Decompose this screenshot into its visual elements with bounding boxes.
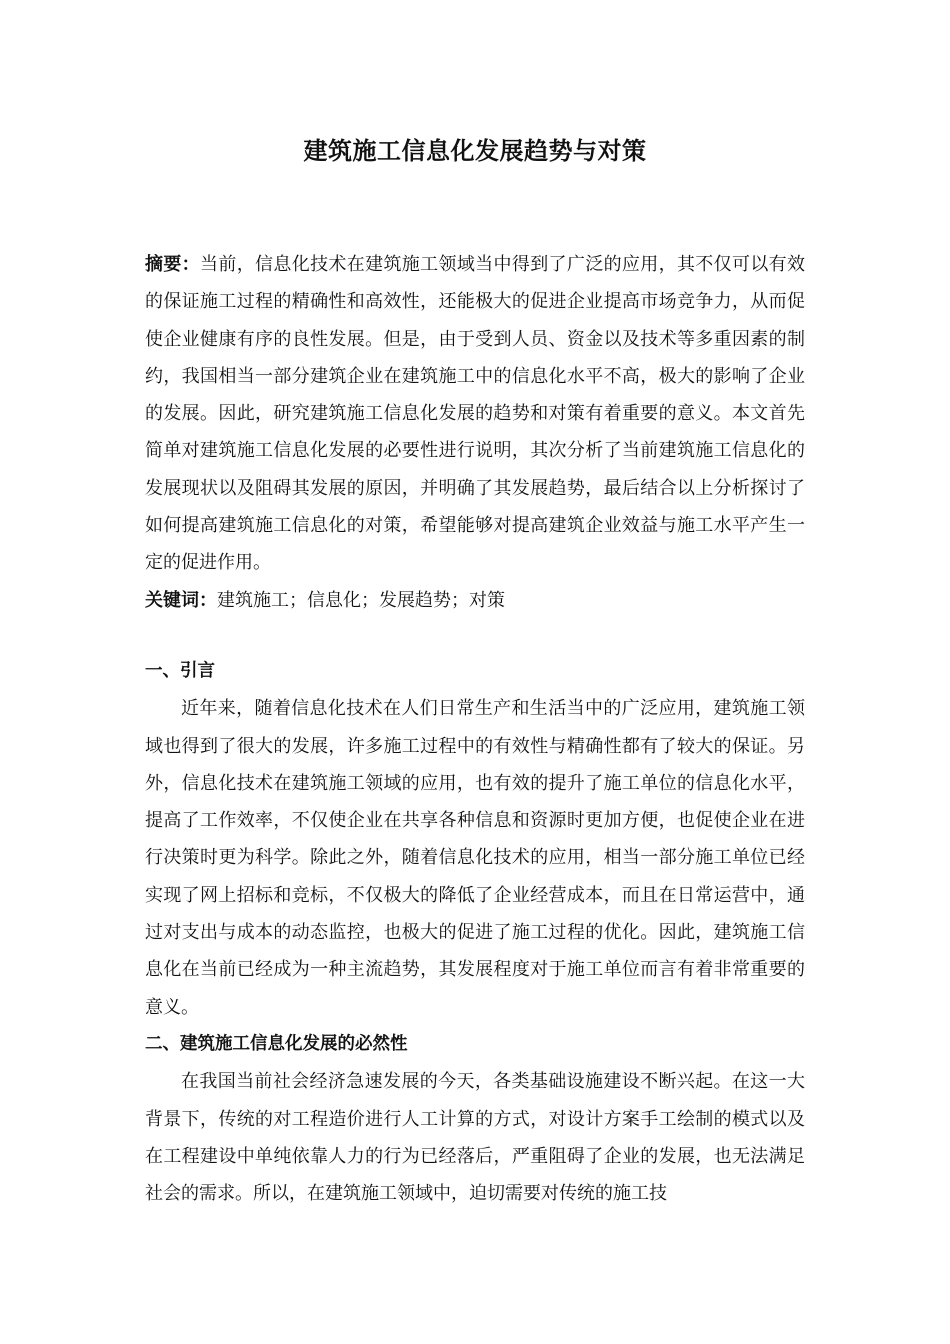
abstract-text: 当前，信息化技术在建筑施工领域当中得到了广泛的应用，其不仅可以有效的保证施工过程的精确性和高效性，还能极大的促进企业提高市场竞争力，从而促使企业健康有序的良性发展。但是，由于受到人员、资金以及技术等多重因素的制约，我国相当一部分建筑企业在建筑施工中的信息化水平不高，极大的影响了企业的发展。因此，研究建筑施工信息化发展的趋势和对策有着重要的意义。本文首先简单对建筑施工信息化发展的必要性进行说明，其次分析了当前建筑施工信息化的发展现状以及阻碍其发展的原因，并明确了其发展趋势，最后结合以上分析探讨了如何提高建筑施工信息化的对策，希望能够对提高建筑企业效益与施工水平产生一定的促进作用。 bbox=[145, 254, 805, 574]
document-body bbox=[145, 246, 805, 1212]
abstract-label: 摘要： bbox=[145, 254, 201, 275]
section-heading-necessity: 二、建筑施工信息化发展的必然性 bbox=[145, 1033, 408, 1054]
document-title: 建筑施工信息化发展趋势与对策 bbox=[303, 137, 647, 165]
keywords-paragraph bbox=[145, 582, 805, 619]
keywords-label: 关键词： bbox=[145, 589, 217, 611]
abstract-paragraph bbox=[145, 246, 805, 582]
section-heading-introduction: 一、引言 bbox=[145, 660, 215, 681]
keywords-text: 建筑施工；信息化；发展趋势；对策 bbox=[217, 589, 505, 611]
section-body-necessity: 在我国当前社会经济急速发展的今天，各类基础设施建设不断兴起。在这一大背景下，传统的对工程造价进行人工计算的方式，对设计方案手工绘制的模式以及在工程建设中单纯依靠人力的行为已经落后，严重阻碍了企业的发展，也无法满足社会的需求。所以，在建筑施工领域中，迫切需要对传统的施工技 bbox=[145, 1071, 805, 1205]
section-spacer bbox=[145, 619, 805, 653]
section-body-introduction: 近年来，随着信息化技术在人们日常生产和生活当中的广泛应用，建筑施工领域也得到了很大的发展，许多施工过程中的有效性与精确性都有了较大的保证。另外，信息化技术在建筑施工领域的应用，也有效的提升了施工单位的信息化水平，提高了工作效率，不仅使企业在共享各种信息和资源时更加方便，也促使企业在进行决策时更为科学。除此之外，随着信息化技术的应用，相当一部分施工单位已经实现了网上招标和竞标，不仅极大的降低了企业经营成本，而且在日常运营中，通过对支出与成本的动态监控，也极大的促进了施工过程的优化。因此，建筑施工信息化在当前已经成为一种主流趋势，其发展程度对于施工单位而言有着非常重要的意义。 bbox=[145, 698, 805, 1018]
